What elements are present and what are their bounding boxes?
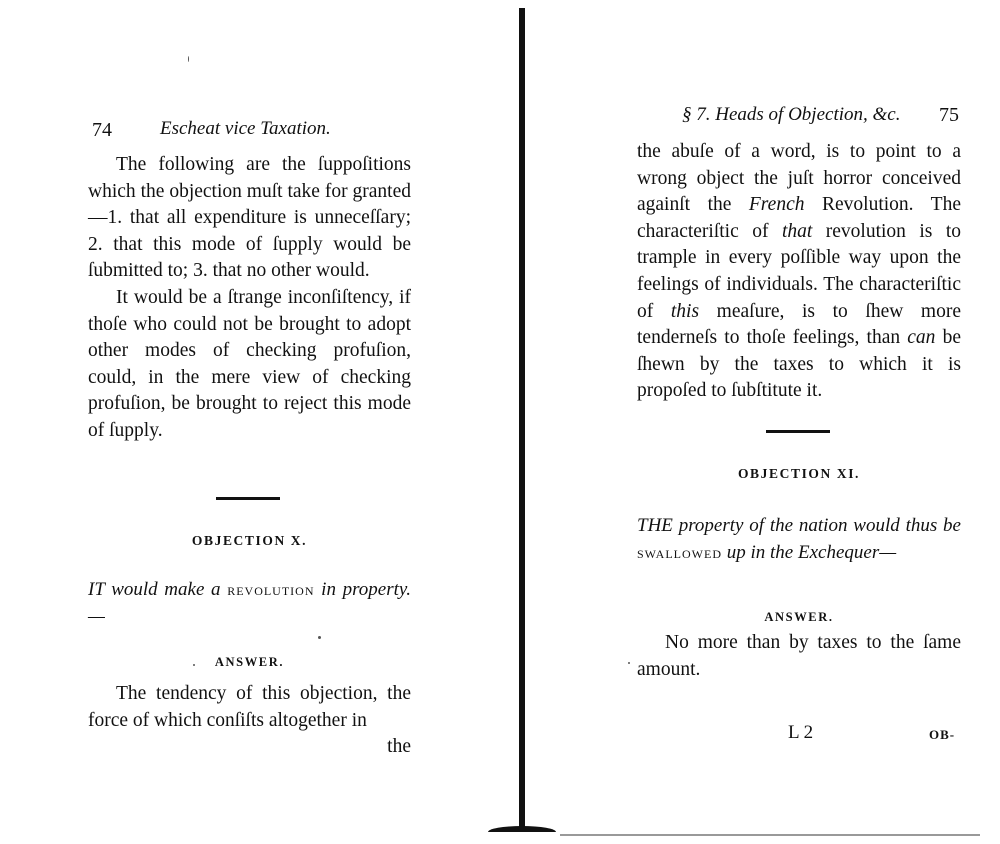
page-number-left: 74 — [92, 119, 112, 141]
paper-speck — [628, 662, 630, 664]
paper-speck — [318, 636, 321, 639]
objection-xi-text-b: up in the Exchequer— — [726, 542, 897, 563]
answer-x-last-line — [88, 734, 411, 761]
paragraph-suppositions: The following are the ſuppoſitions which the objection muſt take for granted—1. that all expenditure is unneceſſary; 2. that this mode of ſupply would be ſubmitted to; 3. that no other would. — [88, 154, 411, 282]
objection-xi-heading: OBJECTION XI. — [737, 466, 861, 481]
text-run-italic: that — [781, 220, 813, 242]
objection-xi-text-a: THE property of the nation would thus be — [637, 515, 961, 536]
book-spine — [519, 8, 525, 830]
page-number-right: 75 — [939, 104, 959, 126]
objection-x-smallcaps: revolution — [227, 580, 315, 599]
objection-x-heading: OBJECTION X. — [191, 533, 308, 548]
running-head-left: Escheat vice Taxation. — [160, 118, 331, 139]
answer-x-last-word: the — [387, 736, 411, 757]
objection-x-text-b: in property.— — [88, 579, 412, 627]
text-run-italic: this — [670, 300, 700, 322]
answer-xi-heading: ANSWER. — [764, 610, 834, 624]
text-run: the abuſe of a word, is to point to a wrong object the juſt horror conceived againſt the — [637, 141, 961, 216]
right-page — [526, 0, 1000, 844]
text-run: revolution is to trample in every poſſible way upon the feelings of individuals. The characteriſtic of — [637, 220, 962, 322]
answer-xi-text: No more than by taxes to the ſame amount. — [637, 632, 961, 680]
paragraph-abuse-of-word — [637, 139, 961, 405]
answer-x-body — [88, 681, 411, 734]
text-run: Revolution. The characteriſtic of — [637, 194, 961, 242]
answer-x-text: The tendency of this objection, the force of which conſiſts altogether in — [88, 683, 411, 731]
objection-x-text — [88, 576, 411, 630]
catchword: OB- — [929, 727, 956, 742]
objection-xi-text — [637, 512, 961, 566]
section-rule-left — [216, 497, 280, 500]
objection-x-text-a: IT would make a — [88, 579, 221, 600]
signature-mark: L 2 — [788, 722, 814, 743]
paper-speck — [193, 664, 195, 666]
running-head-right: § 7. Heads of Objection, &c. — [682, 104, 901, 125]
paper-speck — [188, 56, 189, 62]
section-rule-right — [766, 430, 830, 433]
answer-x-heading: ANSWER. — [214, 655, 285, 669]
answer-xi-body — [637, 630, 961, 683]
right-body-text — [637, 139, 961, 405]
left-body-text — [88, 152, 411, 445]
objection-xi-smallcaps: swallowed — [637, 543, 722, 562]
text-run: meaſure, is to ſhew more tenderneſs to thoſe feelings, than — [637, 300, 961, 349]
text-run-italic: can — [907, 327, 936, 349]
paragraph-inconsistency: It would be a ſtrange inconſiſtency, if thoſe who could not be brought to adopt other modes of checking profuſion, could, in the mere view of checking profuſion, be brought to reject this mode of ſupply. — [88, 286, 411, 441]
text-run-italic: French — [748, 194, 805, 216]
text-run: be ſhewn by the taxes to which it is propoſed to ſubſtitute it. — [637, 327, 962, 402]
